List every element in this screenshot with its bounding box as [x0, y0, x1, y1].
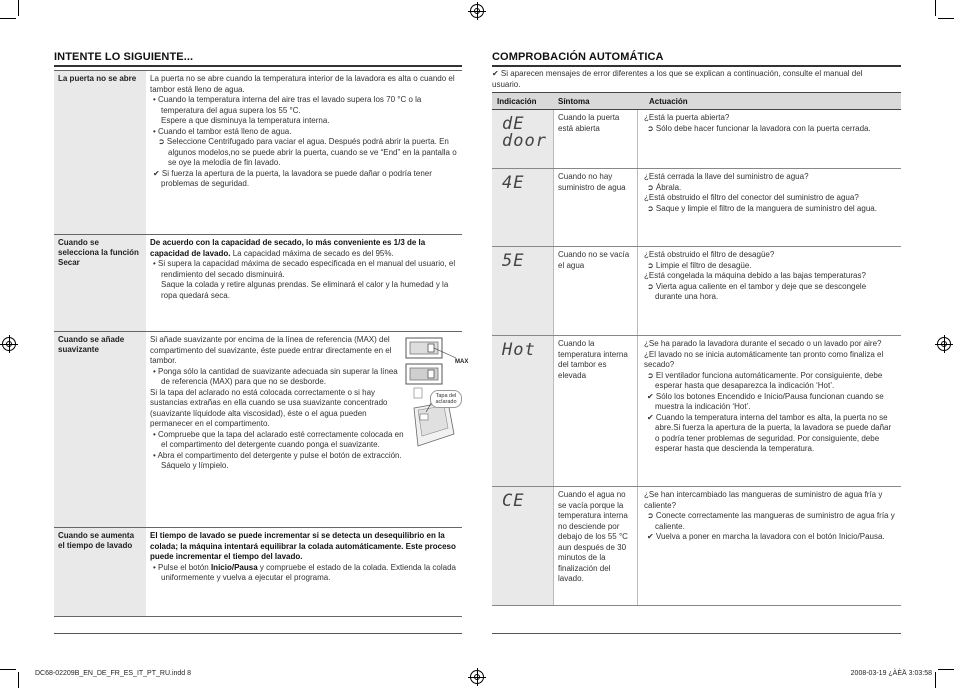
registration-mark-icon: [470, 670, 484, 684]
question: ¿Está cerrada la llave del suministro de agua?: [644, 172, 809, 181]
bold-text: De acuerdo con la capacidad de secado, lo más conveniente es 1/3 de la capacidad de lavado.: [150, 238, 426, 258]
bullet: • Cuando la temperatura interna del aire tras el lavado supera los 70 °C o la temperatura del agua supera los 55 °C.: [153, 95, 422, 115]
table-row: [492, 336, 901, 487]
paragraph: La puerta no se abre cuando la temperatura interior de la lavadora es alta o cuando el tambor está lleno de agua.: [150, 74, 455, 94]
display-code: 4E: [502, 173, 525, 193]
crop-mark: [0, 669, 16, 670]
step: ➲ Seleccione Centrifugado para vaciar el agua. Después podrá abrir la puerta. En algunos modelos,no se puede abrir la puerta, cuando se ve “End” en la pantalla o se oye la melodía de fin lavado.: [158, 137, 457, 167]
table-row: [492, 110, 901, 169]
right-heading: COMPROBACIÓN AUTOMÁTICA: [492, 51, 664, 63]
paragraph: [150, 238, 458, 259]
paragraph: Si la tapa del aclarado no está colocada correctamente o si hay sustancias extrañas en ella cuando se usa suavizante concentrado (suavizante líquidode alta viscosidad), éste o el agua pueden permanecer en el compartimento.: [150, 387, 388, 428]
display-code: 5E: [502, 251, 525, 271]
bold-text: El tiempo de lavado se puede incrementar si se detecta un desequilibrio en la colada; la máquina intentará equilibrar la colada automáticamente. Este proceso puede incrementar el tiempo del lavado.: [150, 531, 456, 561]
row-label: Cuando se selecciona la función Secar: [54, 235, 146, 331]
heading-rule: [54, 65, 462, 67]
display-code: CE: [502, 491, 525, 511]
display-code: Hot: [502, 340, 536, 360]
crop-mark: [935, 0, 936, 16]
indicator-cell: [492, 487, 553, 605]
warning: ✔ Cuando la temperatura interna del tambor es alta, la puerta no se abre.Si fuerza la apertura de la puerta, la lavadora se puede dañar o podría tener problemas de seguridad. Por consiguiente, debe esperar hasta que descienda la temperatura.: [647, 412, 892, 453]
crop-mark: [18, 0, 19, 16]
action-cell: [637, 169, 901, 246]
crop-mark: [935, 672, 936, 688]
max-label: MAX: [455, 359, 469, 365]
symptom-cell: Cuando el agua no se vacía porque la temperatura interna no desciende por debajo de los 55 °C aun después de 30 minutos de la finalización del lavado.: [553, 487, 637, 605]
row-label: La puerta no se abre: [54, 71, 146, 234]
row-label: Cuando se aumenta el tiempo de lavado: [54, 528, 146, 616]
table-row: [492, 169, 901, 247]
step: ✔ Vuelva a poner en marcha la lavadora con el botón Inicio/Pausa.: [647, 532, 885, 541]
step: ➲ Conecte correctamente las mangueras de suministro de agua fría y caliente.: [647, 511, 895, 531]
row-body: [146, 528, 462, 587]
indicator-cell: [492, 110, 553, 168]
symptom-cell: Cuando la puerta está abierta: [553, 110, 637, 168]
table-row: [54, 331, 469, 527]
button-name: Inicio/Pausa: [210, 562, 258, 572]
action-cell: [637, 487, 901, 605]
display-code: dE door: [502, 114, 547, 151]
text: • Pulse el botón: [153, 562, 211, 572]
indicator-cell: [492, 336, 553, 486]
column-header: Indicación: [497, 97, 537, 106]
warning: ✔ Sólo los botones Encendido e Inicio/Pausa funcionan cuando se muestra la indicación ‘Hot’.: [647, 391, 884, 411]
row-body: [146, 235, 462, 304]
footer-right: 2008-03-19 ¿ÀÈÄ 3:03:58: [850, 670, 932, 677]
step: ➲ El ventilador funciona automáticamente. Por consiguiente, debe esperar hasta que desaparezca la indicación ‘Hot’.: [647, 370, 883, 390]
step: ➲ Ábrala.: [647, 182, 682, 192]
table-row: [54, 70, 462, 234]
question: ¿Se han intercambiado las mangueras de suministro de agua fría y caliente?: [644, 490, 883, 510]
paragraph: Saque la colada y retire algunas prendas. Se eliminará el calor y la humedad y la ropa quedará seca.: [161, 280, 449, 300]
tapa-label: Tapa del aclarado: [430, 390, 462, 408]
crop-mark: [938, 669, 954, 670]
bullet: • Ponga sólo la cantidad de suavizante adecuada sin superar la línea de referencia (MAX) para que no se desborde.: [153, 366, 398, 386]
row-label: Cuando se añade suavizante: [54, 332, 146, 527]
bullet: • Abra el compartimento del detergente y pulse el botón de extracción. Sáquelo y límpielo.: [153, 450, 402, 470]
question: ¿Está la puerta abierta?: [644, 113, 730, 122]
paragraph: Espere a que disminuya la temperatura interna.: [161, 116, 330, 125]
registration-mark-icon: [937, 337, 951, 351]
bullet: [150, 563, 458, 584]
paragraph: [150, 531, 458, 563]
table-header: [492, 92, 901, 110]
left-heading: INTENTE LO SIGUIENTE...: [54, 51, 194, 63]
crop-mark: [18, 672, 19, 688]
warning: ✔ Si fuerza la apertura de la puerta, la lavadora se puede dañar o podría tener problemas de seguridad.: [153, 168, 432, 188]
indicator-cell: [492, 169, 553, 246]
registration-mark-icon: [470, 4, 484, 18]
bullet: • Si supera la capacidad máxima de secado especificada en el manual del usuario, el rendimiento del secado disminuirá.: [153, 259, 456, 279]
bottom-rule: [492, 633, 901, 634]
question: ¿Está obstruido el filtro del conector del suministro de agua?: [644, 193, 859, 202]
action-cell: [637, 110, 901, 168]
heading-rule: [492, 65, 901, 67]
bullet: • Compruebe que la tapa del aclarado esté correctamente colocada en el compartimento del detergente cuando ponga el suavizante.: [153, 429, 404, 449]
symptom-cell: Cuando no hay suministro de agua: [553, 169, 637, 246]
crop-mark: [0, 18, 16, 19]
action-cell: [637, 247, 901, 335]
step: ➲ Vierta agua caliente en el tambor y deje que se descongele durante una hora.: [647, 281, 867, 301]
registration-mark-icon: [2, 337, 16, 351]
row-body: [146, 332, 408, 475]
paragraph: Si añade suavizante por encima de la línea de referencia (MAX) del compartimento del suavizante, éste puede entrar directamente en el tambor.: [150, 335, 392, 365]
question: ¿Está obstruido el filtro de desagüe?: [644, 250, 775, 259]
question: ¿Está congelada la máquina debido a las bajas temperaturas?: [644, 271, 866, 280]
step: ➲ Limpie el filtro de desagüe.: [647, 260, 752, 270]
step: ➲ Sólo debe hacer funcionar la lavadora con la puerta cerrada.: [647, 123, 871, 133]
symptom-cell: Cuando no se vacía el agua: [553, 247, 637, 335]
step: ➲ Saque y limpie el filtro de la manguera de suministro del agua.: [647, 203, 877, 213]
row-body: [146, 71, 462, 193]
question: ¿Se ha parado la lavadora durante el secado o un lavado por aire? ¿El lavado no se inicia automáticamente tan pronto como finaliza el secado?: [644, 339, 884, 369]
indicator-cell: [492, 247, 553, 335]
column-header: Actuación: [649, 97, 688, 106]
bottom-rule: [54, 633, 462, 634]
symptom-cell: Cuando la temperatura interna del tambor es elevada: [553, 336, 637, 486]
table-row: [492, 487, 901, 606]
note-text: ✔ Si aparecen mensajes de error diferentes a los que se explican a continuación, consulte el manual del usuario.: [492, 69, 863, 89]
bullet: • Cuando el tambor está lleno de agua.: [153, 126, 292, 136]
table-row: [492, 247, 901, 336]
table-row: [54, 527, 462, 617]
footer-left: DC68-02209B_EN_DE_FR_ES_IT_PT_RU.indd 8: [35, 670, 192, 677]
action-cell: [637, 336, 901, 486]
table-row: [54, 234, 462, 331]
crop-mark: [938, 18, 954, 19]
text: y compruebe el estado de la colada. Extienda la colada uniformemente y vuelva a ejecutar el programa.: [161, 562, 456, 582]
text: La capacidad máxima de secado es del 95%.: [230, 248, 394, 258]
column-header: Síntoma: [558, 97, 590, 106]
